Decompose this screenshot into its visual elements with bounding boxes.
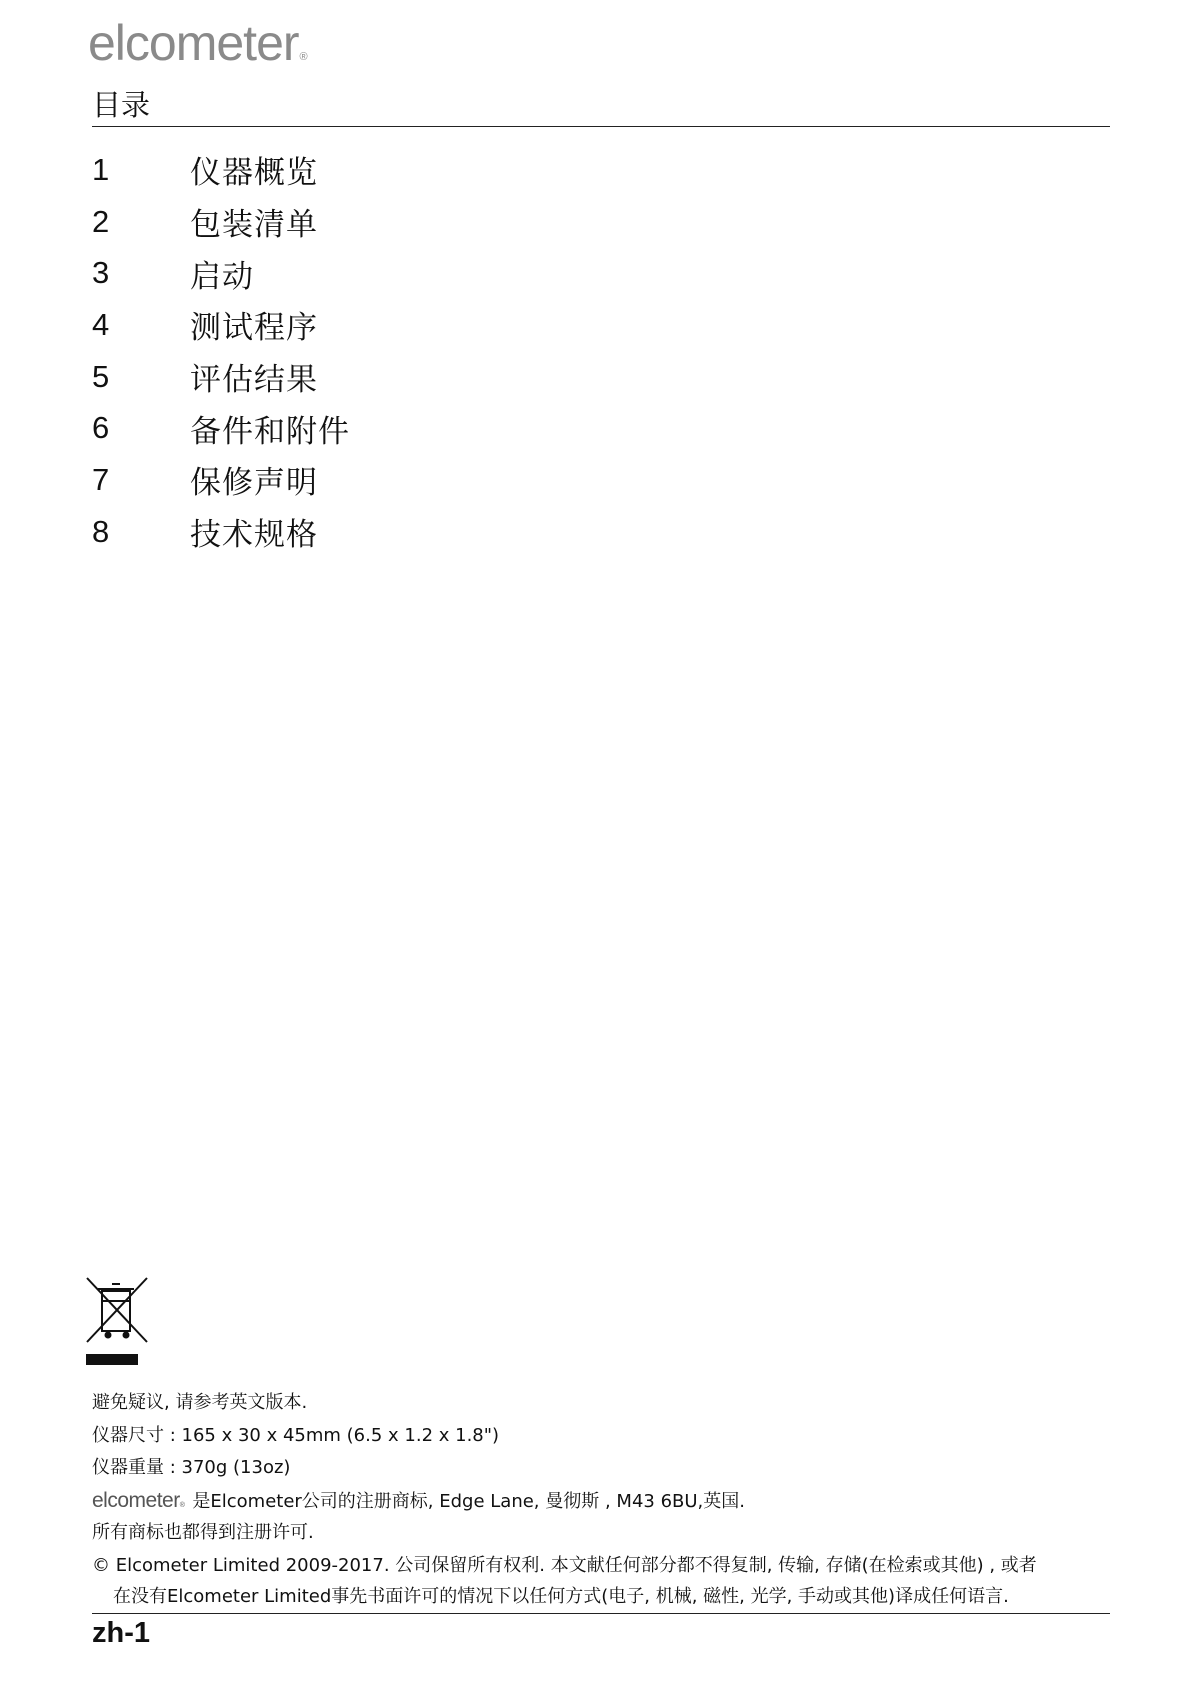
toc-item[interactable] bbox=[92, 454, 692, 506]
trademark-text: 是Elcometer公司的注册商标, Edge Lane, 曼彻斯 , M43 6BU,英国. bbox=[192, 1490, 745, 1512]
dimensions-text: 仪器尺寸 : 165 x 30 x 45mm (6.5 x 1.2 x 1.8") bbox=[92, 1424, 500, 1446]
weight-text: 仪器重量 : 370g (13oz) bbox=[92, 1457, 291, 1479]
copyright-line-1: © Elcometer Limited 2009-2017. 公司保留所有权利. 本文献任何部分都不得复制, 传输, 存储(在检索或其他) , 或者 bbox=[92, 1554, 1037, 1576]
table-of-contents bbox=[92, 144, 692, 558]
section-title: 目录 bbox=[92, 88, 151, 122]
trademarks-note: 所有商标也都得到注册许可. bbox=[92, 1522, 314, 1544]
registered-mark: ® bbox=[299, 51, 307, 63]
toc-item[interactable] bbox=[92, 402, 692, 454]
toc-label: 仪器概览 bbox=[190, 155, 318, 192]
toc-item[interactable] bbox=[92, 299, 692, 351]
toc-number: 8 bbox=[92, 513, 110, 549]
page-number: zh-1 bbox=[92, 1617, 150, 1649]
toc-number: 3 bbox=[92, 255, 110, 291]
toc-number: 2 bbox=[92, 203, 110, 239]
toc-number: 7 bbox=[92, 461, 110, 497]
toc-number: 5 bbox=[92, 358, 110, 394]
toc-number: 6 bbox=[92, 410, 110, 446]
disclaimer-text: 避免疑议, 请参考英文版本. bbox=[92, 1392, 308, 1413]
toc-label: 评估结果 bbox=[190, 362, 318, 399]
header-divider bbox=[92, 126, 1110, 127]
elcometer-mini-logo: elcometer® bbox=[92, 1488, 185, 1512]
toc-label: 技术规格 bbox=[190, 517, 318, 554]
trademark-line bbox=[92, 1485, 1112, 1518]
crossed-out-wheelie-bin-icon bbox=[84, 1275, 152, 1365]
toc-label: 测试程序 bbox=[190, 310, 318, 347]
toc-item[interactable] bbox=[92, 144, 692, 196]
toc-label: 保修声明 bbox=[190, 465, 318, 502]
footer-notes bbox=[92, 1387, 1112, 1611]
toc-item[interactable] bbox=[92, 351, 692, 403]
toc-label: 包装清单 bbox=[190, 207, 318, 244]
toc-item[interactable] bbox=[92, 506, 692, 558]
toc-number: 1 bbox=[92, 151, 110, 187]
elcometer-logo: elcometer® bbox=[88, 15, 307, 71]
footer-divider bbox=[92, 1613, 1110, 1614]
toc-number: 4 bbox=[92, 306, 110, 342]
toc-item[interactable] bbox=[92, 247, 692, 299]
toc-label: 备件和附件 bbox=[190, 413, 350, 450]
toc-item[interactable] bbox=[92, 196, 692, 248]
toc-label: 启动 bbox=[190, 258, 254, 295]
copyright-line-2: 在没有Elcometer Limited事先书面许可的情况下以任何方式(电子, 机械, 磁性, 光学, 手动或其他)译成任何语言. bbox=[113, 1585, 1009, 1607]
